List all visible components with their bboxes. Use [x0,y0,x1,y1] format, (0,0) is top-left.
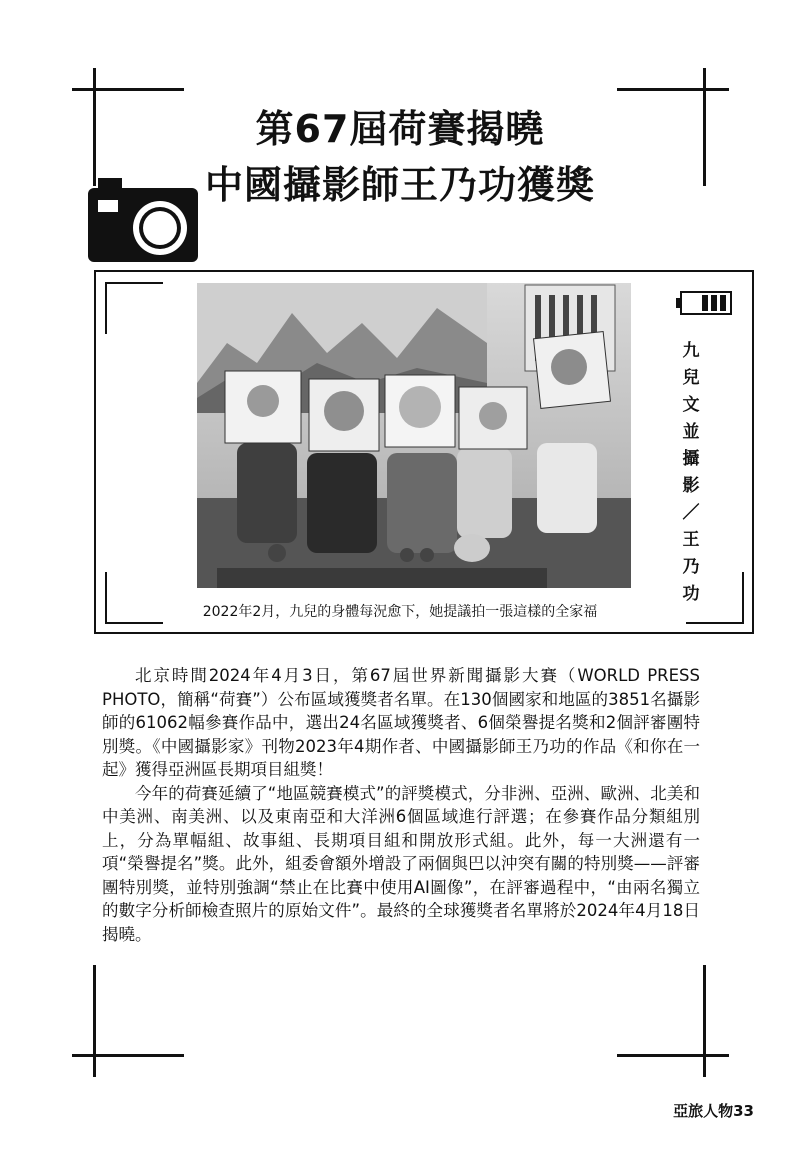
crop-mark-bottom-right-h [617,1054,729,1057]
article-paragraph-1: 北京時間2024年4月3日，第67屆世界新聞攝影大賽（WORLD PRESS PHOTO，簡稱“荷賽”）公布區域獲獎者名單。在130個國家和地區的3851名攝影師的61062幅參賽作品中，選出24名區域獲獎者、6個榮譽提名獎和2個評審團特別獎。《中國攝影家》刊物2023年4期作者、中國攝影師王乃功的作品《和你在一起》獲得亞洲區長期項目組獎！ [102,666,700,779]
crop-mark-top-left-h [72,88,184,91]
frame-corner-tl-v [105,282,107,334]
photo-caption: 2022年2月，九兒的身體每況愈下，她提議拍一張這樣的全家福 [202,604,598,620]
battery-icon [676,290,732,316]
frame-corner-br-v [742,572,744,624]
frame-corner-br-h [686,622,744,624]
family-photo [197,283,631,588]
crop-mark-bottom-left-h [72,1054,184,1057]
photo-credit: 九兒文並攝影／王乃功 [682,341,700,604]
crop-mark-top-right-h [617,88,729,91]
page-number: 亞旅人物33 [673,1102,754,1120]
article-paragraph-2: 今年的荷賽延續了“地區競賽模式”的評獎模式，分非洲、亞洲、歐洲、北美和中美洲、南美洲、以及東南亞和大洋洲6個區域進行評選；在參賽作品分類組別上，分為單幅組、故事組、長期項目組和開放形式組。此外，每一大洲還有一項“榮譽提名”獎。此外，組委會額外增設了兩個與巴以沖突有關的特別獎——評審團特別獎，並特別強調“禁止在比賽中使用AI圖像”，在評審過程中，“由兩名獨立的數字分析師檢查照片的原始文件”。最終的全球獲獎者名單將於2024年4月18日揭曉。 [102,783,700,944]
frame-corner-bl-v [105,572,107,624]
article-body [102,664,700,946]
camera-icon [88,178,198,262]
headline-line-1: 第67屆荷賽揭曉 [255,107,545,151]
frame-corner-tl-h [105,282,163,284]
crop-mark-bottom-left-v [93,965,96,1077]
crop-mark-bottom-right-v [703,965,706,1077]
headline-line-2: 中國攝影師王乃功獲獎 [204,163,595,207]
